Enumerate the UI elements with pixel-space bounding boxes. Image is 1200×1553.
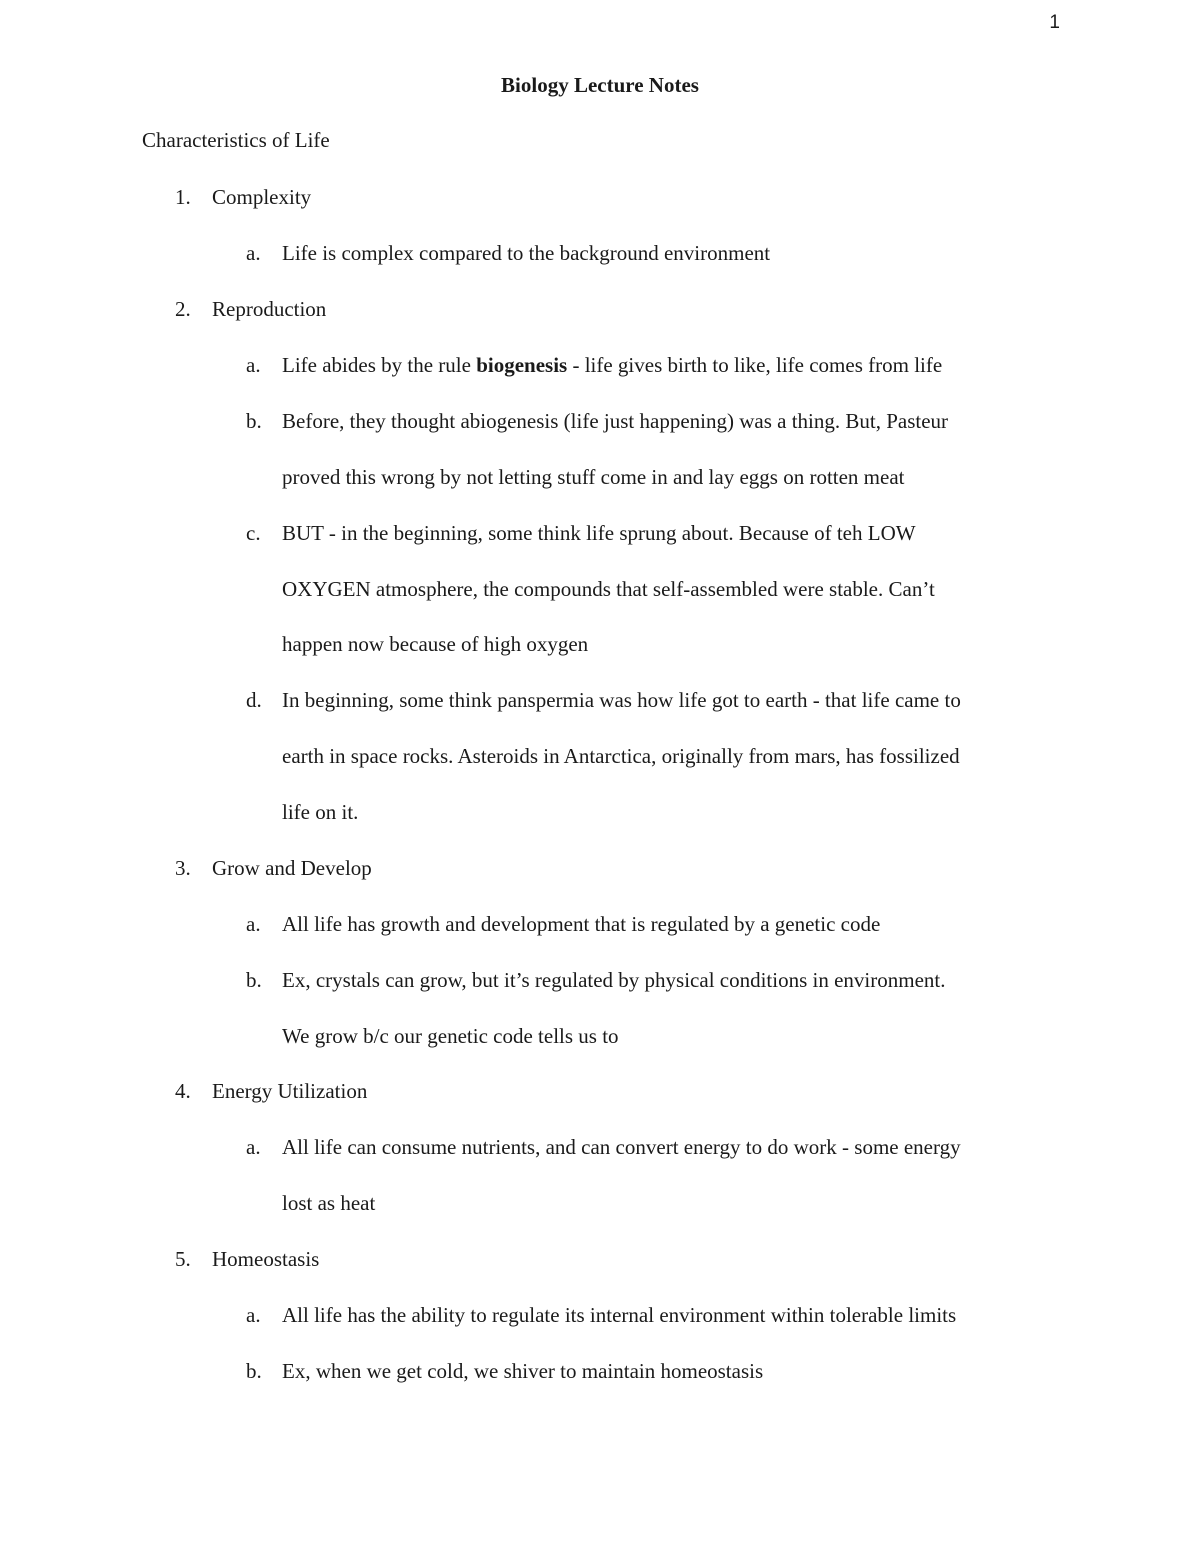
sub-item-text: earth in space rocks. Asteroids in Antarctica, originally from mars, has fossilized bbox=[282, 744, 960, 768]
sub-item-text: Life is complex compared to the background environment bbox=[282, 241, 771, 265]
sub-item-text: We grow b/c our genetic code tells us to bbox=[282, 1024, 619, 1048]
list-item-label: Energy Utilization bbox=[212, 1079, 368, 1103]
sub-item-text: Ex, crystals can grow, but it’s regulated by physical conditions in environment. bbox=[282, 968, 946, 992]
sub-item-text: BUT - in the beginning, some think life sprung about. Because of teh LOW bbox=[282, 521, 916, 545]
sub-item-text: lost as heat bbox=[282, 1191, 376, 1215]
sub-marker: a. bbox=[246, 241, 261, 265]
sub-marker: b. bbox=[246, 968, 262, 992]
list-item-label: Reproduction bbox=[212, 297, 327, 321]
sub-item-text: All life can consume nutrients, and can convert energy to do work - some energy bbox=[282, 1135, 961, 1159]
sub-item-text: All life has the ability to regulate its internal environment within tolerable limits bbox=[282, 1303, 957, 1327]
sub-item-text bbox=[282, 351, 942, 379]
sub-item-text: proved this wrong by not letting stuff come in and lay eggs on rotten meat bbox=[282, 465, 905, 489]
list-marker: 3. bbox=[175, 856, 191, 880]
sub-item-text: Before, they thought abiogenesis (life just happening) was a thing. But, Pasteur bbox=[282, 409, 949, 433]
text-run: - life gives birth to like, life comes from life bbox=[567, 353, 943, 377]
list-marker: 4. bbox=[175, 1079, 191, 1103]
list-marker: 5. bbox=[175, 1247, 191, 1271]
page-number: 1 bbox=[1049, 12, 1060, 33]
sub-marker: b. bbox=[246, 409, 262, 433]
list-marker: 2. bbox=[175, 297, 191, 321]
sub-marker: a. bbox=[246, 1135, 261, 1159]
sub-item-text: All life has growth and development that is regulated by a genetic code bbox=[282, 912, 881, 936]
sub-marker: b. bbox=[246, 1359, 262, 1383]
sub-item-text: OXYGEN atmosphere, the compounds that self-assembled were stable. Can’t bbox=[282, 577, 935, 601]
text-run: Life abides by the rule bbox=[282, 353, 477, 377]
sub-marker: a. bbox=[246, 912, 261, 936]
sub-marker: c. bbox=[246, 521, 261, 545]
sub-item-text: happen now because of high oxygen bbox=[282, 632, 589, 656]
sub-item-text: life on it. bbox=[282, 800, 359, 824]
sub-item-text: Ex, when we get cold, we shiver to maintain homeostasis bbox=[282, 1359, 764, 1383]
bold-term: biogenesis bbox=[476, 353, 568, 377]
section-heading: Characteristics of Life bbox=[142, 128, 330, 152]
list-item-label: Complexity bbox=[212, 185, 312, 209]
list-marker: 1. bbox=[175, 185, 191, 209]
list-item-label: Grow and Develop bbox=[212, 856, 372, 880]
list-item-label: Homeostasis bbox=[212, 1247, 320, 1271]
sub-marker: a. bbox=[246, 1303, 261, 1327]
document-title: Biology Lecture Notes bbox=[501, 73, 699, 97]
sub-marker: a. bbox=[246, 353, 261, 377]
sub-item-text: In beginning, some think panspermia was how life got to earth - that life came to bbox=[282, 688, 961, 712]
sub-marker: d. bbox=[246, 688, 262, 712]
